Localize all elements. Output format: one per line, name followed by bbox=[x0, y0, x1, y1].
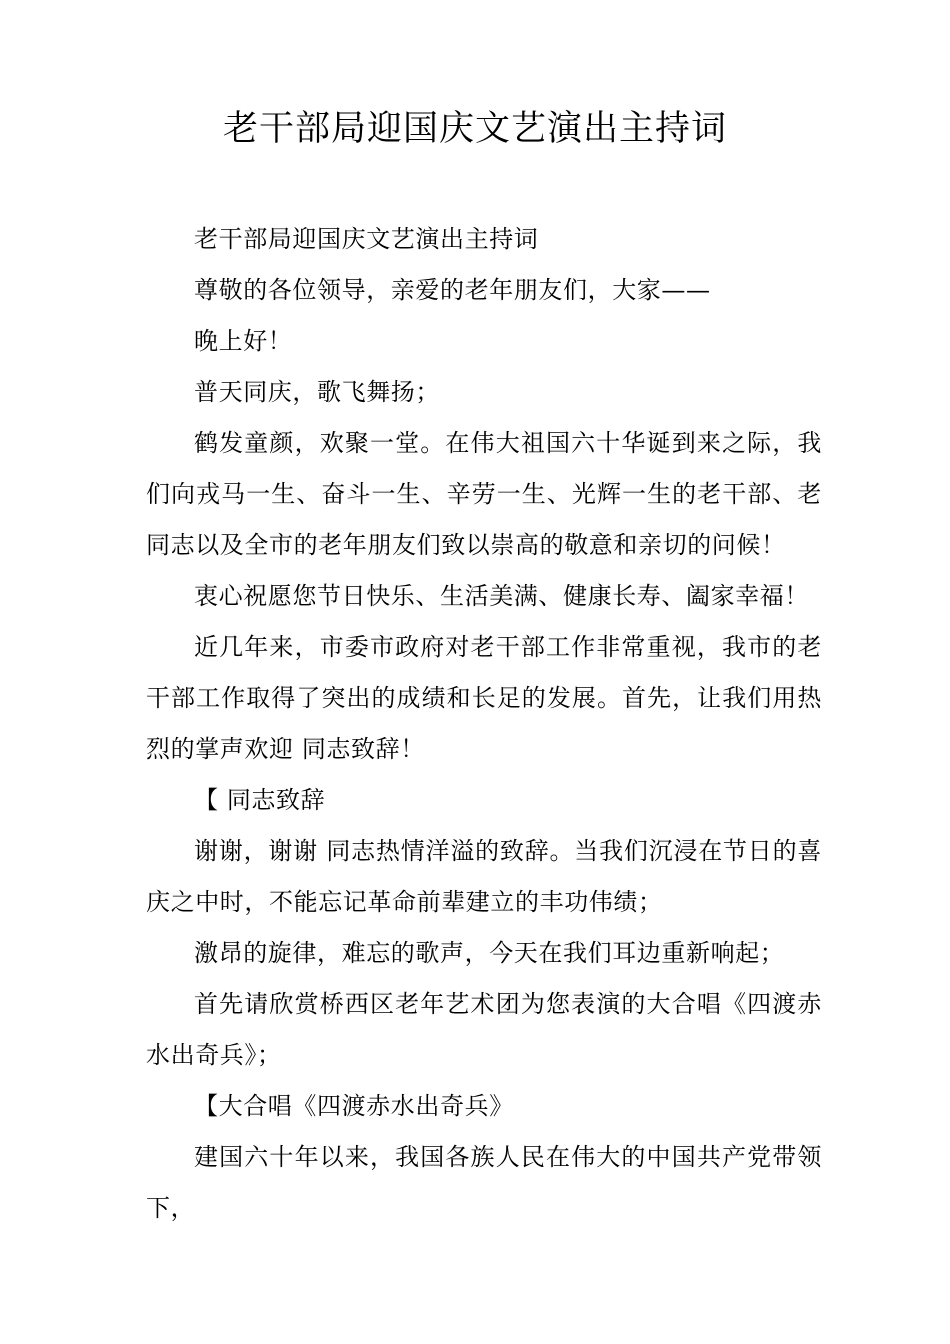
paragraph-good-evening: 晚上好！ bbox=[194, 327, 293, 355]
paragraph-heading-repeat: 老干部局迎国庆文艺演出主持词 bbox=[194, 225, 539, 253]
paragraph-greeting: 尊敬的各位领导，亲爱的老年朋友们，大家—— bbox=[194, 276, 711, 304]
paragraph-sixty-years: 建国六十年以来，我国各族人民在伟大的中国共产党带领下， bbox=[146, 1143, 822, 1222]
paragraph-welcome-speech: 近几年来，市委市政府对老干部工作非常重视，我市的老干部工作取得了突出的成绩和长足的发展。首先，让我们用热烈的掌声欢迎 同志致辞！ bbox=[146, 633, 822, 763]
paragraph-first-performance: 首先请欣赏桥西区老年艺术团为您表演的大合唱《四渡赤水出奇兵》； bbox=[146, 990, 822, 1069]
paragraph-wishes: 衷心祝愿您节日快乐、生活美满、健康长寿、阖家幸福！ bbox=[194, 582, 809, 610]
paragraph-chorus-marker: 【大合唱《四渡赤水出奇兵》 bbox=[194, 1092, 514, 1120]
paragraph-melody: 激昂的旋律，难忘的歌声，今天在我们耳边重新响起； bbox=[194, 939, 785, 967]
paragraph-speech-marker: 【 同志致辞 bbox=[194, 786, 326, 814]
document-title: 老干部局迎国庆文艺演出主持词 bbox=[222, 109, 727, 149]
document-body bbox=[146, 214, 822, 1234]
paragraph-celebration: 普天同庆，歌飞舞扬； bbox=[194, 378, 440, 406]
paragraph-thanks: 谢谢，谢谢 同志热情洋溢的致辞。当我们沉浸在节日的喜庆之中时，不能忘记革命前辈建立的丰功伟绩； bbox=[146, 837, 822, 916]
paragraph-tribute: 鹤发童颜，欢聚一堂。在伟大祖国六十华诞到来之际，我们向戎马一生、奋斗一生、辛劳一生、光辉一生的老干部、老同志以及全市的老年朋友们致以崇高的敬意和亲切的问候！ bbox=[146, 429, 822, 559]
